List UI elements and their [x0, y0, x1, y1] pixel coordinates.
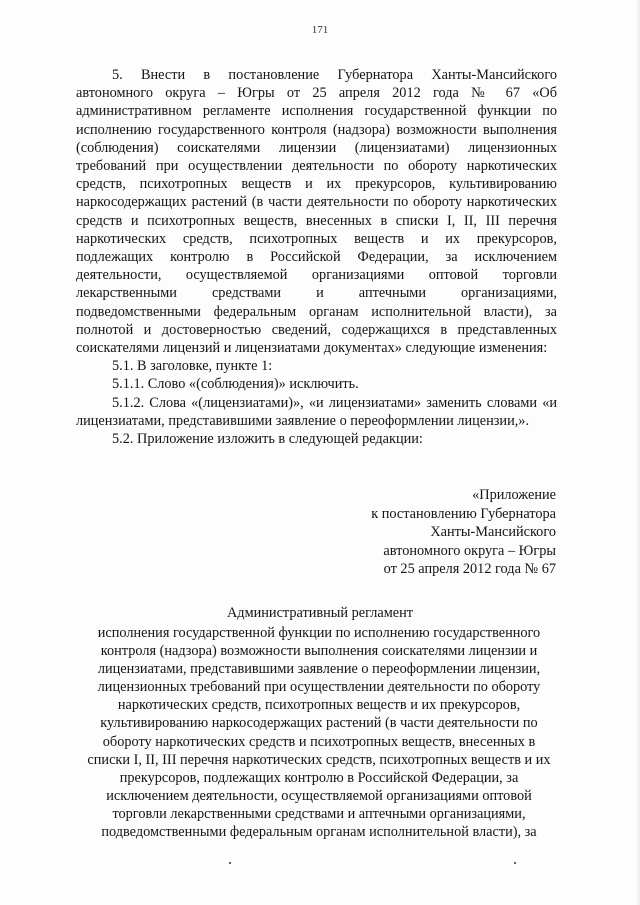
page-edge [636, 0, 640, 905]
paragraph-5: 5. Внести в постановление Губернатора Ханты-Мансийского автономного округа – Югры от 25 апреля 2012 года № 67 «Об административном регламенте исполнения государственной функции по исполнению государственного контроля (надзора) возможности выполнения (соблюдения) соискателями лицензии (лицензиатами) лицензионных требований при осуществлении деятельности по обороту наркотических средств, психотропных веществ и их прекурсоров, культивированию наркосодержащих растений (в части деятельности по обороту наркотических средств и психотропных веществ, внесенных в списки I, II, III перечня наркотических средств, психотропных веществ и их прекурсоров, подлежащих контролю в Российской Федерации, за исключением деятельности, осуществляемой организациями оптовой торговли лекарственными средствами и аптечными организациями, подведомственными федеральным органам исполнительной власти), за полнотой и достоверностью сведений, содержащихся в представленных соискателями лицензий и лицензиатами документах» следующие изменения: [76, 67, 557, 357]
amendment-body [76, 66, 557, 448]
appendix-line-2: к постановлению Губернатора [371, 505, 556, 522]
regulation-title: Административный регламент [226, 605, 414, 621]
appendix-line-4: автономного округа – Югры [383, 542, 556, 559]
scan-dot-left [229, 862, 231, 864]
paragraph-5-1-2: 5.1.2. Слова «(лицензиатами)», «и лицензиатами» заменить словами «и лицензиатами, представившими заявление о переоформлении лицензии,». [76, 394, 557, 429]
appendix-line-1: «Приложение [472, 487, 556, 503]
appendix-header [371, 486, 556, 579]
regulation-subtitle: исполнения государственной функции по исполнению государственного контроля (надзора) возможности выполнения соискателями лицензии и лицензиатами, представившими заявление о переоформлении лицензии, лицензионных требований при осуществлении деятельности по обороту наркотических средств, психотропных веществ и их прекурсоров, культивированию наркосодержащих растений (в части деятельности по обороту наркотических средств и психотропных веществ, внесенных в списки I, II, III перечня наркотических средств, психотропных веществ и их прекурсоров, подлежащих контролю в Российской Федерации, за исключением деятельности, осуществляемой организациями оптовой торговли лекарственными средствами и аптечными организациями, подведомственными федеральным органам исполнительной власти), за [87, 625, 551, 841]
page-number: 171 [311, 24, 329, 36]
paragraph-5-2: 5.2. Приложение изложить в следующей редакции: [112, 431, 423, 448]
paragraph-5-1-1: 5.1.1. Слово «(соблюдения)» исключить. [112, 376, 359, 393]
paragraph-5-1: 5.1. В заголовке, пункте 1: [112, 358, 273, 375]
appendix-line-3: Ханты-Мансийского [430, 524, 556, 541]
scan-dot-right [514, 862, 516, 864]
appendix-line-5: от 25 апреля 2012 года № 67 [383, 561, 556, 578]
